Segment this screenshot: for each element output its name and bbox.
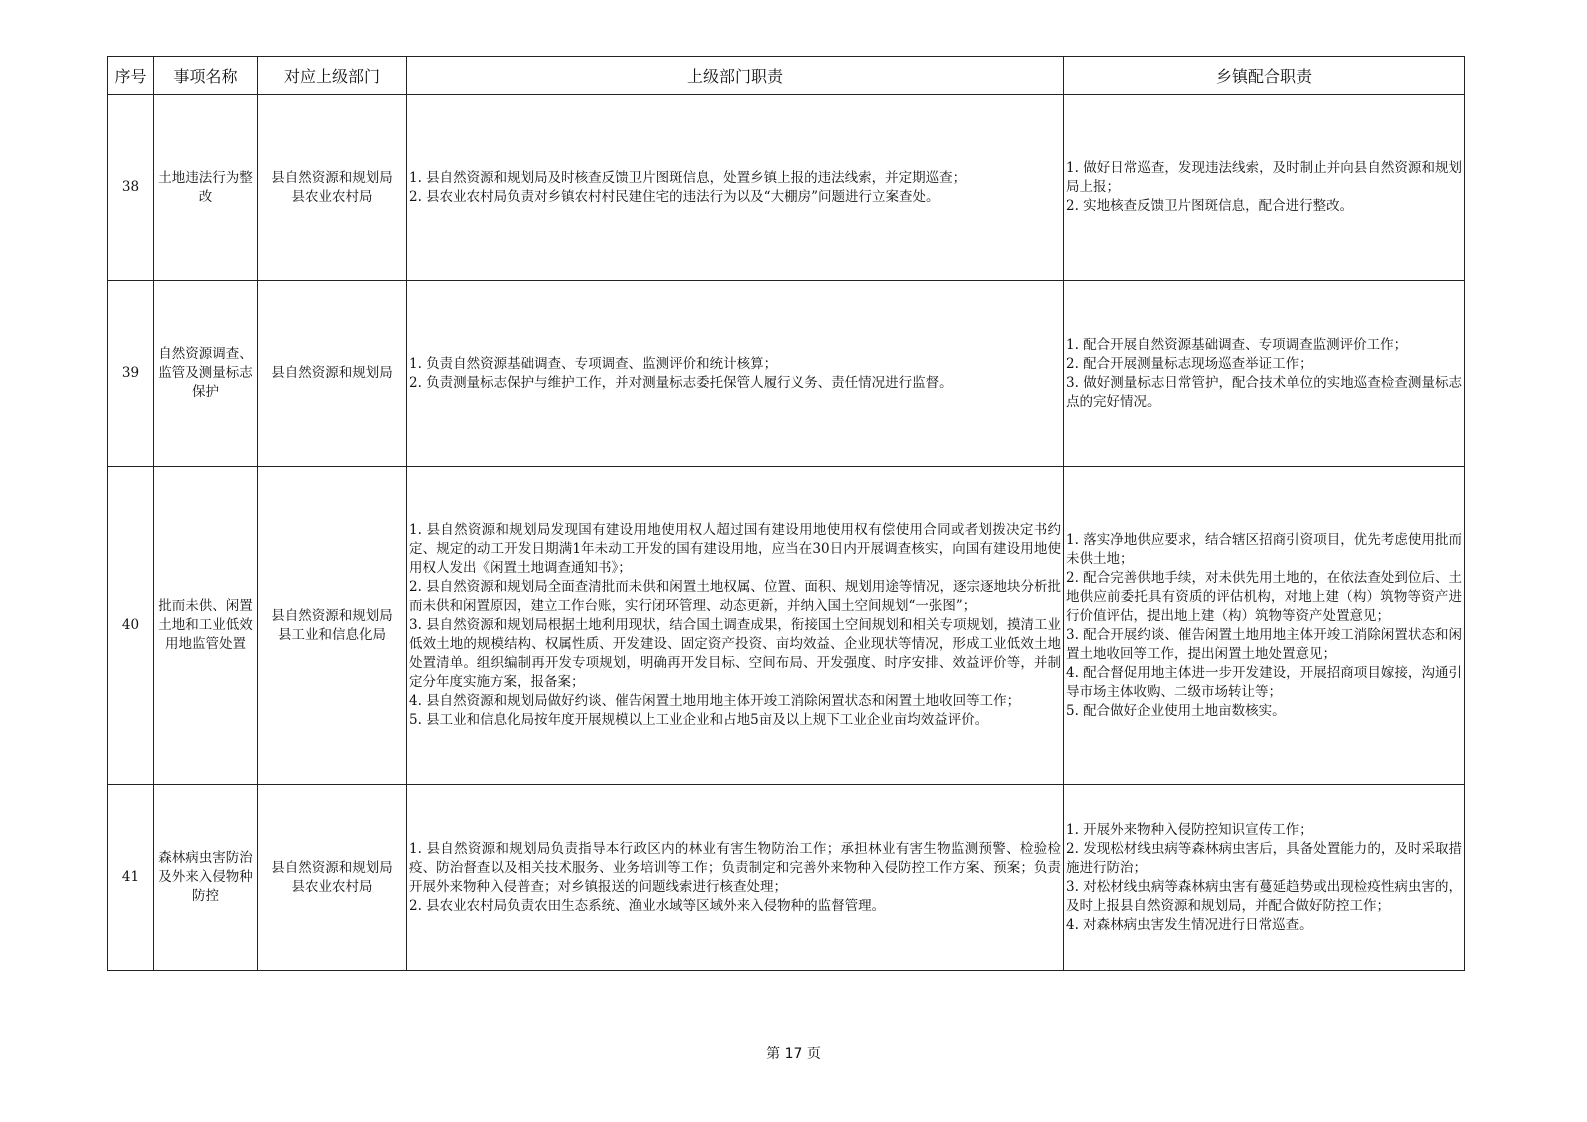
- duty-line: 4. 对森林病虫害发生情况进行日常巡查。: [1066, 916, 1313, 933]
- row-dept: [258, 281, 407, 467]
- duty-line: 1. 落实净地供应要求，结合辖区招商引资项目，优先考虑使用批而未供土地；: [1066, 531, 1462, 567]
- duty-line: 2. 实地核查反馈卫片图斑信息，配合进行整改。: [1066, 198, 1354, 214]
- duty-line: 1. 县自然资源和规划局发现国有建设用地使用权人超过国有建设用地使用权有偿使用合同或者划拨决定书约定、规定的动工开发日期满1年未动工开发的国有建设用地，应当在30日内开展调查核实，向国有建设用地使用权人发出《闲置土地调查通知书》；: [409, 522, 1061, 576]
- row-item-name: 森林病虫害防治及外来入侵物种防控: [154, 785, 258, 971]
- dept-line: 县农业农村局: [291, 878, 373, 895]
- dept-line: 县农业农村局: [291, 188, 373, 205]
- row-dept: [258, 785, 407, 971]
- row-item-name: 土地违法行为整改: [154, 95, 258, 281]
- row-seq: 39: [108, 281, 154, 467]
- table-row: [108, 95, 1465, 281]
- row-seq: 38: [108, 95, 154, 281]
- duty-line: 2. 县农业农村局负责农田生态系统、渔业水域等区域外来入侵物种的监督管理。: [409, 897, 886, 914]
- duty-line: 5. 县工业和信息化局按年度开展规模以上工业企业和占地5亩及以上规下工业企业亩均效益评价。: [409, 712, 989, 728]
- row-upper-duty: [407, 281, 1064, 467]
- row-upper-duty: [407, 467, 1064, 785]
- duty-line: 1. 开展外来物种入侵防控知识宣传工作；: [1066, 821, 1313, 838]
- table-row: [108, 785, 1465, 971]
- table-row: [108, 467, 1465, 785]
- row-town-duty: [1064, 785, 1465, 971]
- dept-line: 县自然资源和规划局: [271, 169, 393, 186]
- duty-line: 2. 县自然资源和规划局全面查清批而未供和闲置土地权属、位置、面积、规划用途等情况，逐宗逐地块分析批而未供和闲置原因，建立工作台账，实行闭环管理、动态更新，并纳入国土空间规划“一张图”；: [409, 579, 1061, 614]
- row-upper-duty: [407, 95, 1064, 281]
- row-town-duty: [1064, 281, 1465, 467]
- row-dept: [258, 95, 407, 281]
- row-town-duty: [1064, 467, 1465, 785]
- duty-line: 1. 县自然资源和规划局负责指导本行政区内的林业有害生物防治工作；承担林业有害生物监测预警、检验检疫、防治督查以及相关技术服务、业务培训等工作；负责制定和完善外来物种入侵防控工作方案、预案；负责开展外来物种入侵普查；对乡镇报送的问题线索进行核查处理；: [409, 840, 1061, 895]
- duty-line: 2. 配合开展测量标志现场巡查举证工作；: [1066, 355, 1313, 372]
- duty-line: 1. 县自然资源和规划局及时核查反馈卫片图斑信息，处置乡镇上报的违法线索，并定期巡查；: [409, 169, 967, 186]
- row-item-name: 批而未供、闲置土地和工业低效用地监管处置: [154, 467, 258, 785]
- row-town-duty: [1064, 95, 1465, 281]
- header-upper-duty: 上级部门职责: [407, 57, 1064, 95]
- duty-line: 3. 做好测量标志日常管护，配合技术单位的实地巡查检查测量标志点的完好情况。: [1066, 374, 1462, 410]
- duty-line: 3. 县自然资源和规划局根据土地利用现状，结合国土调查成果，衔接国土空间规划和相关专项规划，摸清工业低效土地的规模结构、权属性质、开发建设、固定资产投资、亩均效益、企业现状等情况，形成工业低效土地处置清单。组织编制再开发专项规划，明确再开发目标、空间布局、开发强度、时序安排、效益评价等，并制定分年度实施方案，报备案；: [409, 617, 1061, 690]
- duty-line: 3. 对松材线虫病等森林病虫害有蔓延趋势或出现检疫性病虫害的，及时上报县自然资源和规划局，并配合做好防控工作；: [1066, 878, 1462, 914]
- duty-line: 2. 发现松材线虫病等森林病虫害后，具备处置能力的，及时采取措施进行防治；: [1066, 840, 1462, 876]
- duty-line: 3. 配合开展约谈、催告闲置土地用地主体开竣工消除闲置状态和闲置土地收回等工作，提出闲置土地处置意见；: [1066, 626, 1462, 662]
- header-item-name: 事项名称: [154, 57, 258, 95]
- duty-table: [107, 56, 1465, 971]
- table-row: [108, 281, 1465, 467]
- row-seq: 41: [108, 785, 154, 971]
- row-upper-duty: [407, 785, 1064, 971]
- header-dept: 对应上级部门: [258, 57, 407, 95]
- row-dept: [258, 467, 407, 785]
- duty-line: 4. 配合督促用地主体进一步开发建设，开展招商项目嫁接，沟通引导市场主体收购、二级市场转让等；: [1066, 664, 1462, 700]
- header-row: [108, 57, 1465, 95]
- duty-line: 4. 县自然资源和规划局做好约谈、催告闲置土地用地主体开竣工消除闲置状态和闲置土地收回等工作；: [409, 693, 1021, 709]
- page-number: 第 17 页: [766, 1046, 821, 1062]
- row-seq: 40: [108, 467, 154, 785]
- duty-line: 2. 负责测量标志保护与维护工作，并对测量标志委托保管人履行义务、责任情况进行监督。: [409, 374, 953, 391]
- duty-line: 5. 配合做好企业使用土地亩数核实。: [1066, 702, 1286, 719]
- duty-line: 2. 配合完善供地手续，对未供先用土地的，在依法查处到位后、土地供应前委托具有资质的评估机构，对地上建（构）筑物等资产进行价值评估，提出地上建（构）筑物等资产处置意见；: [1066, 569, 1462, 624]
- dept-line: 县自然资源和规划局: [271, 607, 393, 624]
- duty-line: 1. 配合开展自然资源基础调查、专项调查监测评价工作；: [1066, 336, 1408, 353]
- row-item-name: 自然资源调查、监管及测量标志保护: [154, 281, 258, 467]
- dept-line: 县工业和信息化局: [278, 626, 386, 643]
- duty-line: 2. 县农业农村局负责对乡镇农村村民建住宅的违法行为以及“大棚房”问题进行立案查处。: [409, 188, 940, 205]
- dept-line: 县自然资源和规划局: [271, 859, 393, 876]
- header-seq: 序号: [108, 57, 154, 95]
- dept-line: 县自然资源和规划局: [271, 365, 393, 381]
- duty-line: 1. 负责自然资源基础调查、专项调查、监测评价和统计核算；: [409, 355, 778, 372]
- header-town-duty: 乡镇配合职责: [1064, 57, 1465, 95]
- duty-line: 1. 做好日常巡查，发现违法线索，及时制止并向县自然资源和规划局上报；: [1066, 160, 1462, 195]
